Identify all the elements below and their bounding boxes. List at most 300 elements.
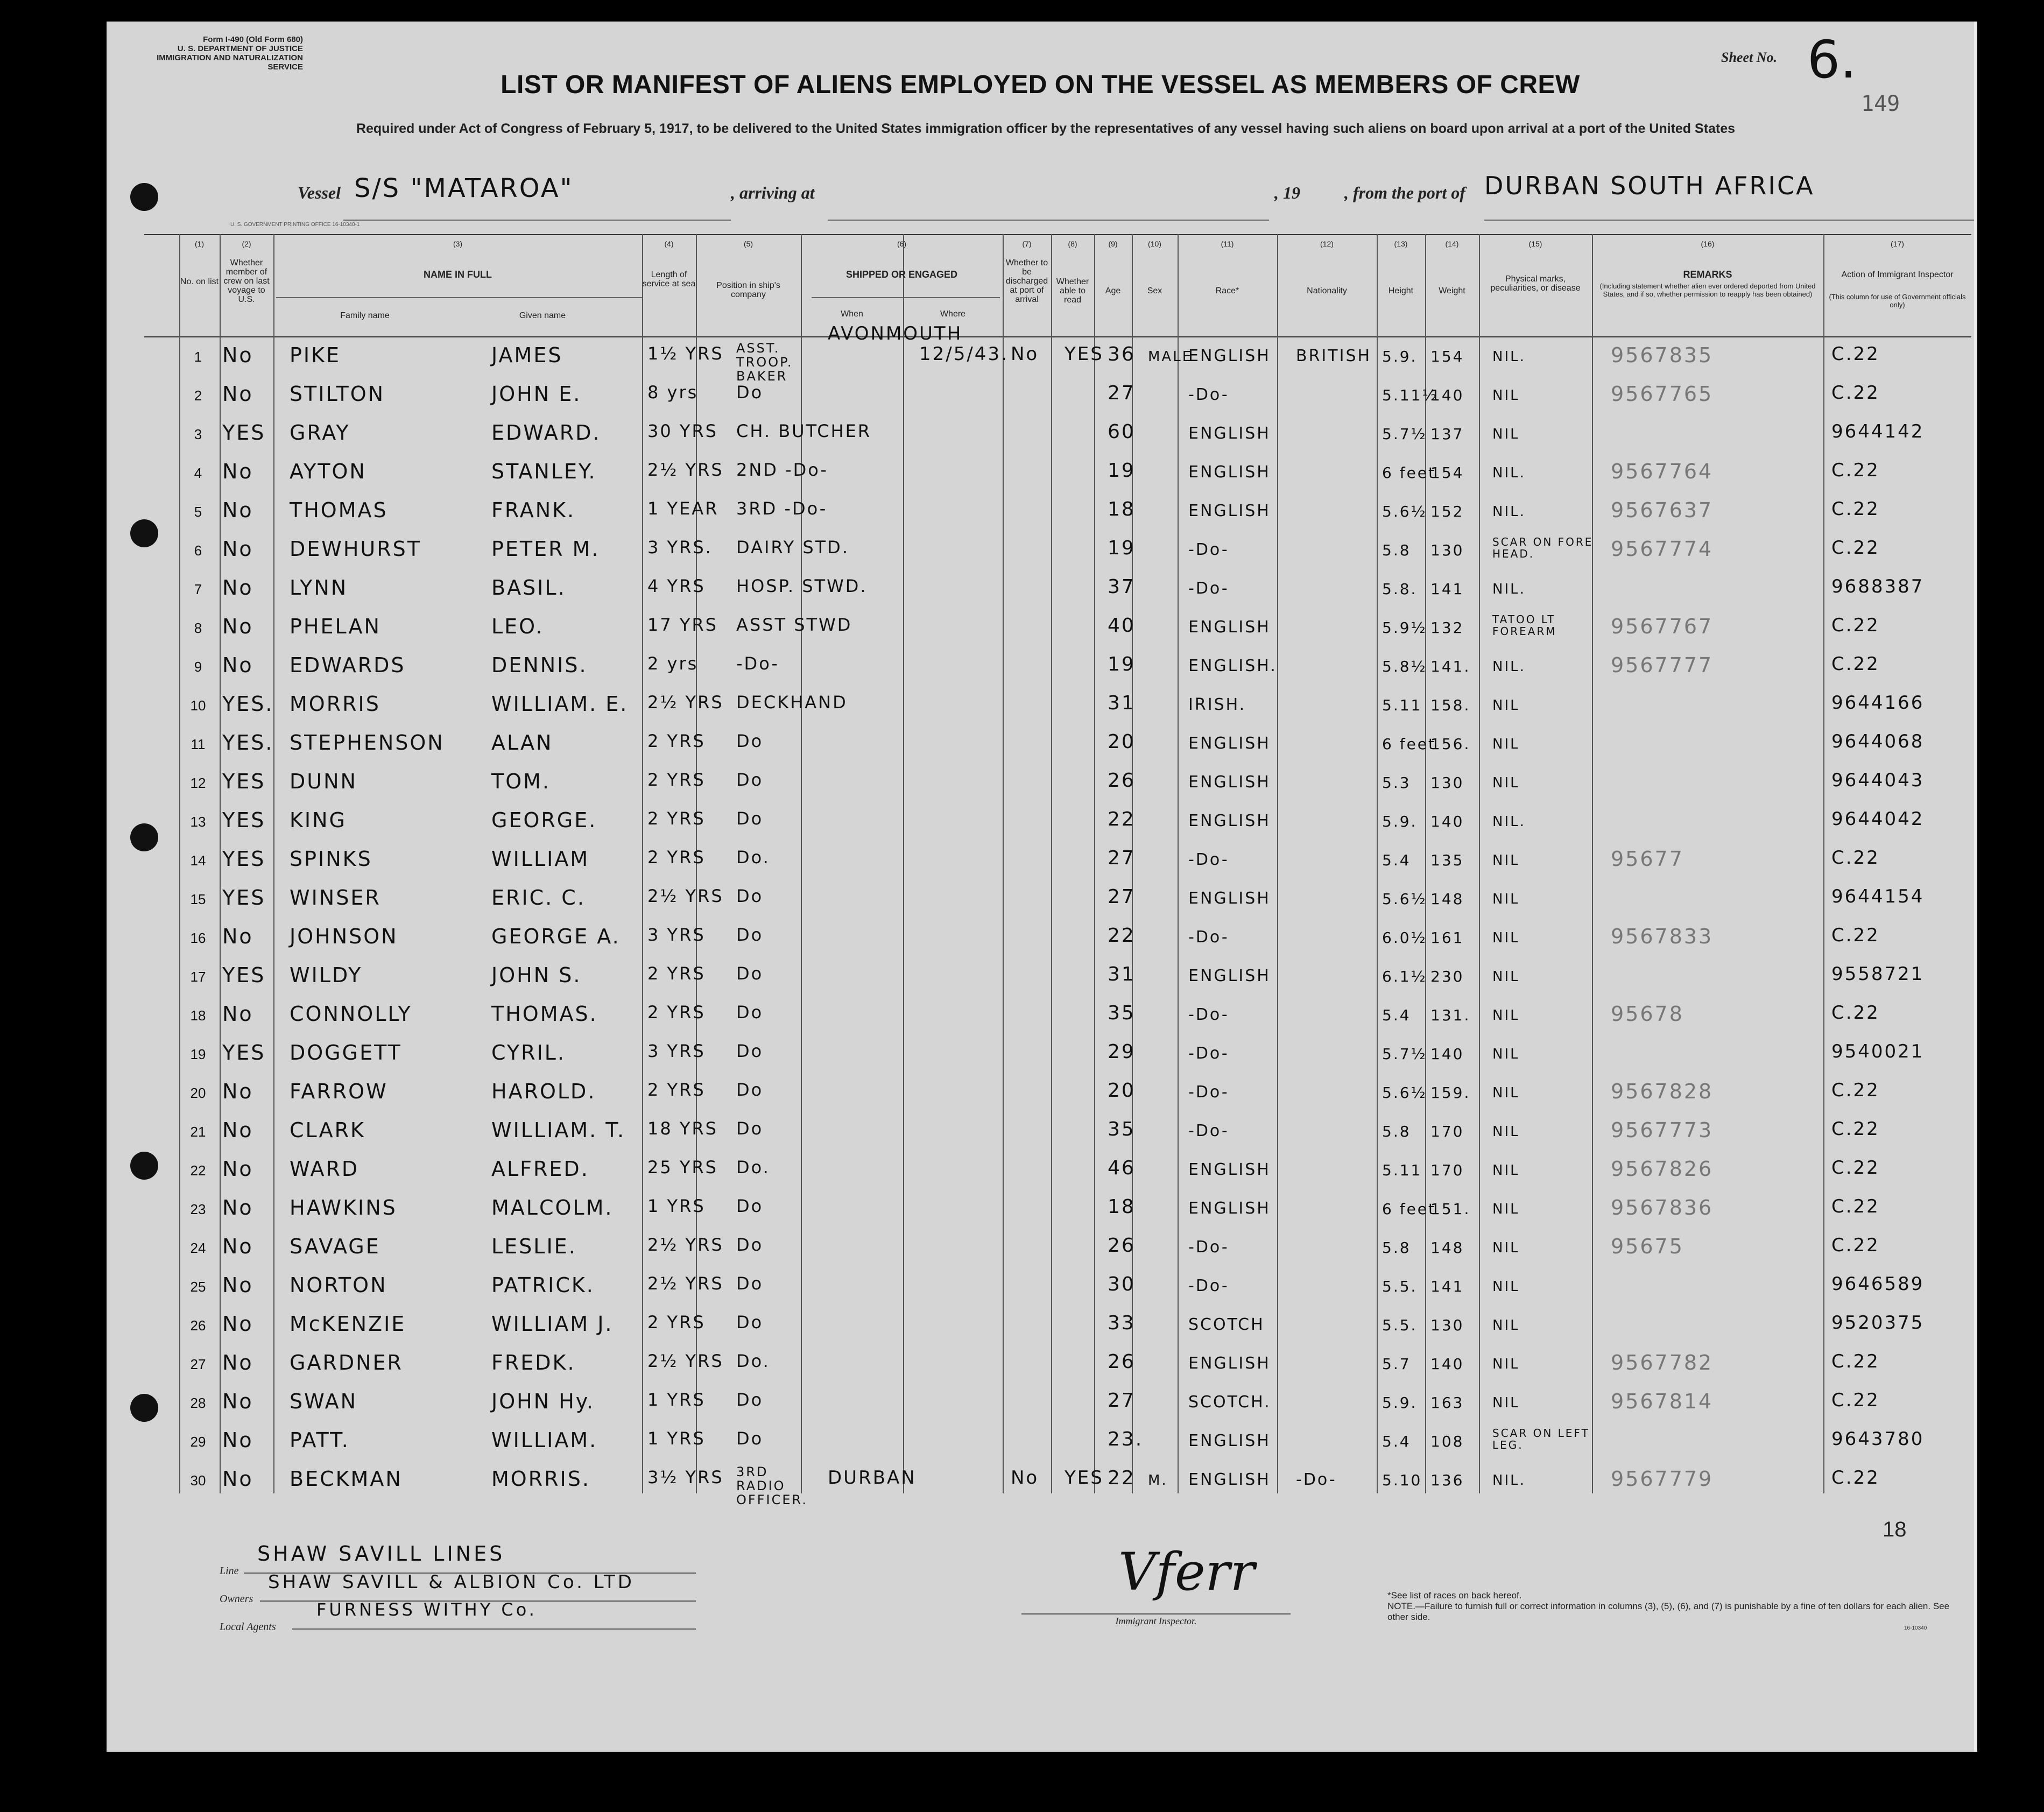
cell-list-number: 13 — [190, 814, 206, 830]
cell-weight: 140 — [1430, 1355, 1464, 1373]
cell-height: 5.5. — [1382, 1278, 1418, 1295]
cell-previous-voyage: YES — [222, 770, 266, 793]
header-when: When — [841, 309, 863, 319]
cell-race: ENGLISH — [1188, 1199, 1271, 1218]
binder-hole — [130, 823, 158, 851]
cell-race: ENGLISH — [1188, 773, 1271, 792]
cell-position: Do — [736, 770, 764, 790]
cell-height: 6 feet — [1382, 735, 1436, 753]
cell-shipped-where: AVONMOUTH — [828, 323, 963, 344]
cell-previous-voyage: YES. — [222, 692, 274, 716]
table-row — [107, 882, 1974, 920]
cell-family-name: PATT. — [290, 1428, 350, 1452]
cell-inspector-action: 9688387 — [1831, 576, 1925, 597]
cell-physical-marks: NIL — [1492, 1007, 1520, 1024]
cell-remarks: 9567637 — [1611, 498, 1714, 522]
cell-given-name: WILLIAM. — [491, 1428, 598, 1452]
footnote — [1387, 1590, 1953, 1623]
cell-sex: MALE — [1148, 349, 1193, 365]
cell-given-name: THOMAS. — [491, 1002, 598, 1026]
cell-list-number: 16 — [190, 930, 206, 946]
departure-port: DURBAN SOUTH AFRICA — [1484, 171, 1815, 200]
cell-inspector-action: 9558721 — [1831, 963, 1925, 985]
header-nationality: Nationality — [1307, 286, 1347, 295]
cell-list-number: 12 — [190, 775, 206, 791]
cell-family-name: SPINKS — [290, 847, 372, 871]
table-row — [107, 533, 1974, 572]
cell-remarks: 9567826 — [1611, 1157, 1714, 1181]
col-number: (9) — [1108, 239, 1118, 248]
cell-family-name: STEPHENSON — [290, 731, 445, 755]
cell-height: 5.7½ — [1382, 425, 1427, 443]
col-number: (6) — [897, 239, 907, 248]
header-action-note: (This column for use of Government officials only) — [1829, 293, 1966, 309]
cell-weight: 170 — [1430, 1123, 1464, 1140]
cell-race: -Do- — [1188, 1083, 1229, 1102]
cell-list-number: 6 — [194, 542, 202, 559]
arriving-underline — [828, 220, 1269, 221]
header-remarks: REMARKS — [1683, 269, 1732, 280]
cell-height: 5.11 — [1382, 696, 1422, 714]
cell-physical-marks: TATOO LT FOREARM — [1492, 613, 1557, 638]
cell-height: 5.11½ — [1382, 386, 1439, 404]
cell-physical-marks: NIL — [1492, 1279, 1520, 1295]
cell-length-of-service: 25 YRS — [647, 1157, 718, 1178]
cell-previous-voyage: No — [222, 1428, 253, 1452]
cell-inspector-action: C.22 — [1831, 537, 1880, 559]
cell-physical-marks: NIL — [1492, 1240, 1520, 1256]
cell-race: -Do- — [1188, 928, 1229, 947]
cell-family-name: PIKE — [290, 343, 341, 367]
cell-race: SCOTCH. — [1188, 1393, 1271, 1412]
cell-nationality: -Do- — [1296, 1470, 1337, 1489]
cell-nationality: BRITISH — [1296, 347, 1372, 365]
cell-list-number: 23 — [190, 1201, 206, 1217]
cell-discharged: No — [1011, 343, 1039, 365]
header-rule — [144, 336, 1971, 337]
table-row — [107, 1346, 1974, 1385]
cell-inspector-action: 9540021 — [1831, 1041, 1925, 1062]
cell-length-of-service: 2 YRS — [647, 1312, 706, 1332]
cell-family-name: McKENZIE — [290, 1312, 406, 1336]
binder-hole — [130, 519, 158, 547]
cell-race: ENGLISH — [1188, 424, 1271, 443]
cell-inspector-action: 9646589 — [1831, 1273, 1925, 1295]
cell-family-name: STILTON — [290, 382, 385, 406]
col-number: (5) — [743, 239, 753, 248]
cell-race: ENGLISH — [1188, 463, 1271, 482]
cell-weight: 230 — [1430, 968, 1464, 985]
cell-height: 5.9. — [1382, 348, 1418, 365]
cell-family-name: KING — [290, 808, 347, 832]
cell-inspector-action: C.22 — [1831, 1157, 1880, 1179]
cell-family-name: EDWARDS — [290, 653, 406, 677]
cell-height: 5.8. — [1382, 580, 1418, 598]
margin-number: 18 — [1883, 1518, 1907, 1541]
cell-length-of-service: 2½ YRS — [647, 1273, 724, 1294]
cell-given-name: PATRICK. — [491, 1273, 595, 1297]
cell-previous-voyage: YES — [222, 847, 266, 871]
col-number: (13) — [1394, 239, 1408, 248]
table-row — [107, 1114, 1974, 1153]
cell-height: 5.4 — [1382, 1433, 1411, 1450]
cell-physical-marks: NIL — [1492, 1395, 1520, 1411]
cell-weight: 151. — [1430, 1200, 1471, 1218]
cell-remarks: 9567835 — [1611, 343, 1714, 367]
cell-age: 31 — [1108, 963, 1136, 985]
cell-position: Do — [736, 1273, 764, 1294]
cell-position: DAIRY STD. — [736, 537, 849, 558]
cell-inspector-action: C.22 — [1831, 847, 1880, 869]
cell-race: -Do- — [1188, 1044, 1229, 1063]
table-row — [107, 378, 1974, 417]
cell-physical-marks: NIL. — [1492, 581, 1526, 597]
line-label: Line — [220, 1565, 239, 1577]
cell-race: -Do- — [1188, 540, 1229, 559]
penalty-note: NOTE.—Failure to furnish full or correct information in columns (3), (5), (6), and (7) is punishable by a fine of ten dollars for each alien. See other side. — [1387, 1601, 1950, 1622]
cell-weight: 140 — [1430, 1045, 1464, 1063]
printer-imprint: U. S. GOVERNMENT PRINTING OFFICE 16-10340-1 — [230, 222, 360, 228]
cell-weight: 141 — [1430, 1278, 1464, 1295]
cell-list-number: 22 — [190, 1162, 206, 1179]
cell-position: Do — [736, 731, 764, 751]
cell-weight: 148 — [1430, 890, 1464, 908]
table-row — [107, 1308, 1974, 1346]
cell-given-name: HAROLD. — [491, 1080, 596, 1103]
cell-previous-voyage: YES. — [222, 731, 274, 755]
cell-weight: 141 — [1430, 580, 1464, 598]
cell-list-number: 10 — [190, 697, 206, 714]
table-row — [107, 1463, 1974, 1507]
cell-race: ENGLISH — [1188, 502, 1271, 520]
cell-height: 5.3 — [1382, 774, 1411, 792]
cell-age: 27 — [1108, 1390, 1136, 1412]
cell-age: 19 — [1108, 537, 1136, 559]
cell-race: ENGLISH — [1188, 618, 1271, 637]
cell-position: Do — [736, 925, 764, 945]
cell-physical-marks: SCAR ON LEFT LEG. — [1492, 1427, 1590, 1451]
table-row — [107, 1424, 1974, 1463]
cell-weight: 136 — [1430, 1471, 1464, 1489]
cell-physical-marks: NIL. — [1492, 814, 1526, 830]
cell-length-of-service: 1 YRS — [647, 1196, 706, 1216]
header-whether-member: Whether member of crew on last voyage to U.S. — [223, 258, 270, 304]
cell-height: 5.8 — [1382, 1239, 1411, 1257]
cell-given-name: BASIL. — [491, 576, 566, 600]
cell-given-name: JOHN S. — [491, 963, 582, 987]
binder-hole — [130, 1152, 158, 1180]
table-row — [107, 1153, 1974, 1191]
cell-given-name: MORRIS. — [491, 1467, 590, 1491]
cell-age: 27 — [1108, 847, 1136, 869]
cell-weight: 154 — [1430, 464, 1464, 482]
cell-physical-marks: NIL — [1492, 1201, 1520, 1217]
cell-previous-voyage: No — [222, 1157, 253, 1181]
form-code: 16-10340 — [1904, 1625, 1927, 1631]
cell-position: Do — [736, 1235, 764, 1255]
form-identifier — [147, 35, 303, 72]
table-row — [107, 610, 1974, 649]
cell-inspector-action: C.22 — [1831, 382, 1880, 404]
owners-value: SHAW SAVILL & ALBION Co. LTD — [268, 1571, 635, 1593]
cell-remarks: 95677 — [1611, 847, 1684, 871]
cell-list-number: 30 — [190, 1472, 206, 1489]
cell-inspector-action: C.22 — [1831, 1390, 1880, 1411]
cell-height: 5.6½ — [1382, 503, 1427, 520]
cell-race: -Do- — [1188, 1005, 1229, 1024]
cell-able-to-read: YES — [1065, 343, 1104, 365]
cell-previous-voyage: No — [222, 1351, 253, 1374]
cell-previous-voyage: No — [222, 1273, 253, 1297]
agents-underline — [292, 1628, 696, 1630]
cell-race: IRISH. — [1188, 695, 1246, 714]
col-number: (10) — [1148, 239, 1161, 248]
cell-length-of-service: 17 YRS — [647, 615, 718, 635]
cell-given-name: TOM. — [491, 770, 551, 793]
cell-previous-voyage: No — [222, 653, 253, 677]
cell-family-name: JOHNSON — [290, 925, 398, 948]
header-length-service: Length of service at sea — [642, 270, 696, 288]
cell-family-name: CLARK — [290, 1118, 365, 1142]
table-row — [107, 1191, 1974, 1230]
table-row — [107, 765, 1974, 804]
cell-sex: M. — [1148, 1472, 1168, 1489]
cell-family-name: GARDNER — [290, 1351, 403, 1374]
header-race: Race* — [1215, 286, 1239, 295]
cell-length-of-service: 2 YRS — [647, 963, 706, 984]
cell-weight: 148 — [1430, 1239, 1464, 1257]
cell-physical-marks: NIL — [1492, 387, 1520, 404]
cell-previous-voyage: No — [222, 576, 253, 600]
cell-height: 5.9½ — [1382, 619, 1427, 637]
cell-family-name: LYNN — [290, 576, 348, 600]
cell-inspector-action: 9520375 — [1831, 1312, 1925, 1334]
cell-remarks: 95678 — [1611, 1002, 1684, 1026]
cell-previous-voyage: No — [222, 1196, 253, 1219]
cell-given-name: PETER M. — [491, 537, 600, 561]
cell-given-name: WILLIAM J. — [491, 1312, 614, 1336]
cell-inspector-action: 9644142 — [1831, 421, 1925, 442]
cell-previous-voyage: No — [222, 382, 253, 406]
cell-position: Do — [736, 1390, 764, 1410]
header-no-on-list: No. on list — [180, 277, 219, 286]
cell-given-name: JOHN E. — [491, 382, 582, 406]
cell-previous-voyage: No — [222, 537, 253, 561]
cell-length-of-service: 3 YRS — [647, 1041, 706, 1061]
cell-inspector-action: C.22 — [1831, 615, 1880, 636]
cell-list-number: 4 — [194, 465, 202, 481]
cell-height: 5.8½ — [1382, 658, 1427, 675]
table-row — [107, 688, 1974, 727]
vessel-underline — [343, 220, 731, 221]
sheet-number: 6. — [1807, 30, 1857, 90]
name-header-rule — [276, 297, 642, 298]
vessel-label: Vessel — [298, 183, 341, 202]
cell-given-name: ALAN — [491, 731, 553, 755]
cell-given-name: LEO. — [491, 615, 544, 638]
cell-remarks: 9567828 — [1611, 1080, 1714, 1103]
cell-height: 6.1½ — [1382, 968, 1427, 985]
cell-length-of-service: 4 YRS — [647, 576, 706, 596]
cell-race: ENGLISH — [1188, 967, 1271, 985]
cell-previous-voyage: No — [222, 343, 253, 367]
cell-family-name: THOMAS — [290, 498, 388, 522]
cell-height: 6.0½ — [1382, 929, 1427, 947]
cell-position: ASST. TROOP. BAKER — [736, 341, 793, 384]
cell-shipped-where: DURBAN — [828, 1467, 917, 1489]
manifest-sheet — [107, 22, 1977, 1752]
cell-given-name: EDWARD. — [491, 421, 601, 445]
header-action: Action of Immigrant Inspector — [1841, 270, 1954, 279]
year-label: , 19 — [1274, 183, 1300, 202]
table-row — [107, 1075, 1974, 1114]
header-where: Where — [940, 309, 966, 319]
manifest-title: LIST OR MANIFEST OF ALIENS EMPLOYED ON THE VESSEL AS MEMBERS OF CREW — [501, 70, 1580, 99]
cell-inspector-action: C.22 — [1831, 1080, 1880, 1101]
cell-family-name: DUNN — [290, 770, 357, 793]
col-number: (16) — [1701, 239, 1715, 248]
header-weight: Weight — [1439, 286, 1465, 295]
local-agents-value: FURNESS WITHY Co. — [316, 1599, 537, 1620]
col-number: (15) — [1528, 239, 1542, 248]
cell-physical-marks: SCAR ON FORE HEAD. — [1492, 535, 1594, 560]
cell-previous-voyage: No — [222, 1390, 253, 1413]
cell-race: -Do- — [1188, 579, 1229, 598]
cell-age: 33 — [1108, 1312, 1136, 1334]
cell-weight: 130 — [1430, 1316, 1464, 1334]
cell-race: ENGLISH — [1188, 734, 1271, 753]
binder-hole — [130, 1394, 158, 1422]
cell-position: Do — [736, 1080, 764, 1100]
cell-length-of-service: 2 YRS — [647, 1080, 706, 1100]
cell-previous-voyage: No — [222, 1080, 253, 1103]
cell-inspector-action: C.22 — [1831, 653, 1880, 675]
cell-list-number: 14 — [190, 852, 206, 869]
cell-weight: 152 — [1430, 503, 1464, 520]
cell-age: 26 — [1108, 770, 1136, 792]
cell-physical-marks: NIL. — [1492, 349, 1526, 365]
table-row — [107, 455, 1974, 494]
cell-remarks: 9567836 — [1611, 1196, 1714, 1219]
signature-underline — [1021, 1613, 1291, 1614]
col-number: (12) — [1320, 239, 1334, 248]
cell-weight: 140 — [1430, 386, 1464, 404]
cell-family-name: MORRIS — [290, 692, 380, 716]
cell-position: CH. BUTCHER — [736, 421, 872, 441]
cell-length-of-service: 1½ YRS — [647, 343, 724, 364]
cell-length-of-service: 3 YRS. — [647, 537, 713, 558]
cell-given-name: ERIC. C. — [491, 886, 586, 909]
cell-age: 18 — [1108, 498, 1136, 520]
cell-list-number: 28 — [190, 1395, 206, 1411]
cell-weight: 159. — [1430, 1084, 1471, 1102]
cell-physical-marks: NIL — [1492, 852, 1520, 869]
cell-age: 22 — [1108, 808, 1136, 830]
cell-race: ENGLISH — [1188, 1160, 1271, 1179]
form-id-line-1: Form I-490 (Old Form 680) — [203, 35, 303, 44]
col-number: (4) — [664, 239, 674, 248]
cell-given-name: FREDK. — [491, 1351, 576, 1374]
cell-length-of-service: 8 yrs — [647, 382, 699, 403]
cell-position: Do — [736, 886, 764, 906]
cell-inspector-action: 9644042 — [1831, 808, 1925, 830]
cell-previous-voyage: No — [222, 615, 253, 638]
cell-list-number: 7 — [194, 581, 202, 597]
header-discharged: Whether to be discharged at port of arrival — [1005, 258, 1048, 304]
cell-list-number: 19 — [190, 1046, 206, 1062]
cell-age: 31 — [1108, 692, 1136, 714]
cell-weight: 163 — [1430, 1394, 1464, 1412]
cell-list-number: 20 — [190, 1085, 206, 1101]
cell-list-number: 3 — [194, 426, 202, 442]
arriving-label: , arriving at — [731, 183, 815, 202]
cell-shipped-when: 12/5/43. — [919, 343, 1009, 365]
cell-previous-voyage: YES — [222, 963, 266, 987]
cell-inspector-action: 9644166 — [1831, 692, 1925, 714]
cell-remarks: 9567814 — [1611, 1390, 1714, 1413]
cell-list-number: 17 — [190, 969, 206, 985]
table-row — [107, 417, 1974, 455]
cell-remarks: 9567764 — [1611, 460, 1714, 483]
cell-position: Do. — [736, 1157, 770, 1178]
cell-list-number: 18 — [190, 1007, 206, 1024]
cell-physical-marks: NIL. — [1492, 659, 1526, 675]
cell-previous-voyage: No — [222, 460, 253, 483]
cell-physical-marks: NIL. — [1492, 504, 1526, 520]
cell-remarks: 9567782 — [1611, 1351, 1714, 1374]
header-given-name: Given name — [519, 311, 566, 320]
cell-height: 5.7½ — [1382, 1045, 1427, 1063]
cell-given-name: LESLIE. — [491, 1235, 577, 1258]
cell-age: 19 — [1108, 653, 1136, 675]
cell-weight: 156. — [1430, 735, 1471, 753]
races-note: *See list of races on back hereof. — [1387, 1590, 1522, 1601]
cell-age: 27 — [1108, 382, 1136, 404]
cell-family-name: PHELAN — [290, 615, 381, 638]
cell-family-name: SWAN — [290, 1390, 358, 1413]
cell-inspector-action: C.22 — [1831, 343, 1880, 365]
cell-age: 40 — [1108, 615, 1136, 637]
cell-family-name: BECKMAN — [290, 1467, 403, 1491]
cell-family-name: DOGGETT — [290, 1041, 402, 1064]
cell-remarks: 9567777 — [1611, 653, 1714, 677]
page-stamp-number: 149 — [1861, 91, 1900, 116]
cell-remarks: 9567773 — [1611, 1118, 1714, 1142]
col-number: (14) — [1445, 239, 1459, 248]
cell-previous-voyage: No — [222, 1312, 253, 1336]
cell-length-of-service: 2 yrs — [647, 653, 699, 674]
cell-height: 5.5. — [1382, 1316, 1418, 1334]
cell-position: Do — [736, 382, 764, 403]
col-number: (3) — [453, 239, 463, 248]
cell-race: SCOTCH — [1188, 1315, 1265, 1334]
cell-family-name: CONNOLLY — [290, 1002, 412, 1026]
cell-given-name: WILLIAM. T. — [491, 1118, 626, 1142]
cell-list-number: 2 — [194, 387, 202, 404]
cell-family-name: WINSER — [290, 886, 381, 909]
cell-inspector-action: C.22 — [1831, 1196, 1880, 1217]
cell-previous-voyage: YES — [222, 421, 266, 445]
cell-remarks: 9567765 — [1611, 382, 1714, 406]
cell-weight: 140 — [1430, 813, 1464, 830]
cell-age: 27 — [1108, 886, 1136, 908]
cell-weight: 108 — [1430, 1433, 1464, 1450]
cell-given-name: MALCOLM. — [491, 1196, 614, 1219]
cell-weight: 158. — [1430, 696, 1471, 714]
cell-family-name: NORTON — [290, 1273, 387, 1297]
cell-length-of-service: 2 YRS — [647, 808, 706, 829]
table-row — [107, 1230, 1974, 1269]
